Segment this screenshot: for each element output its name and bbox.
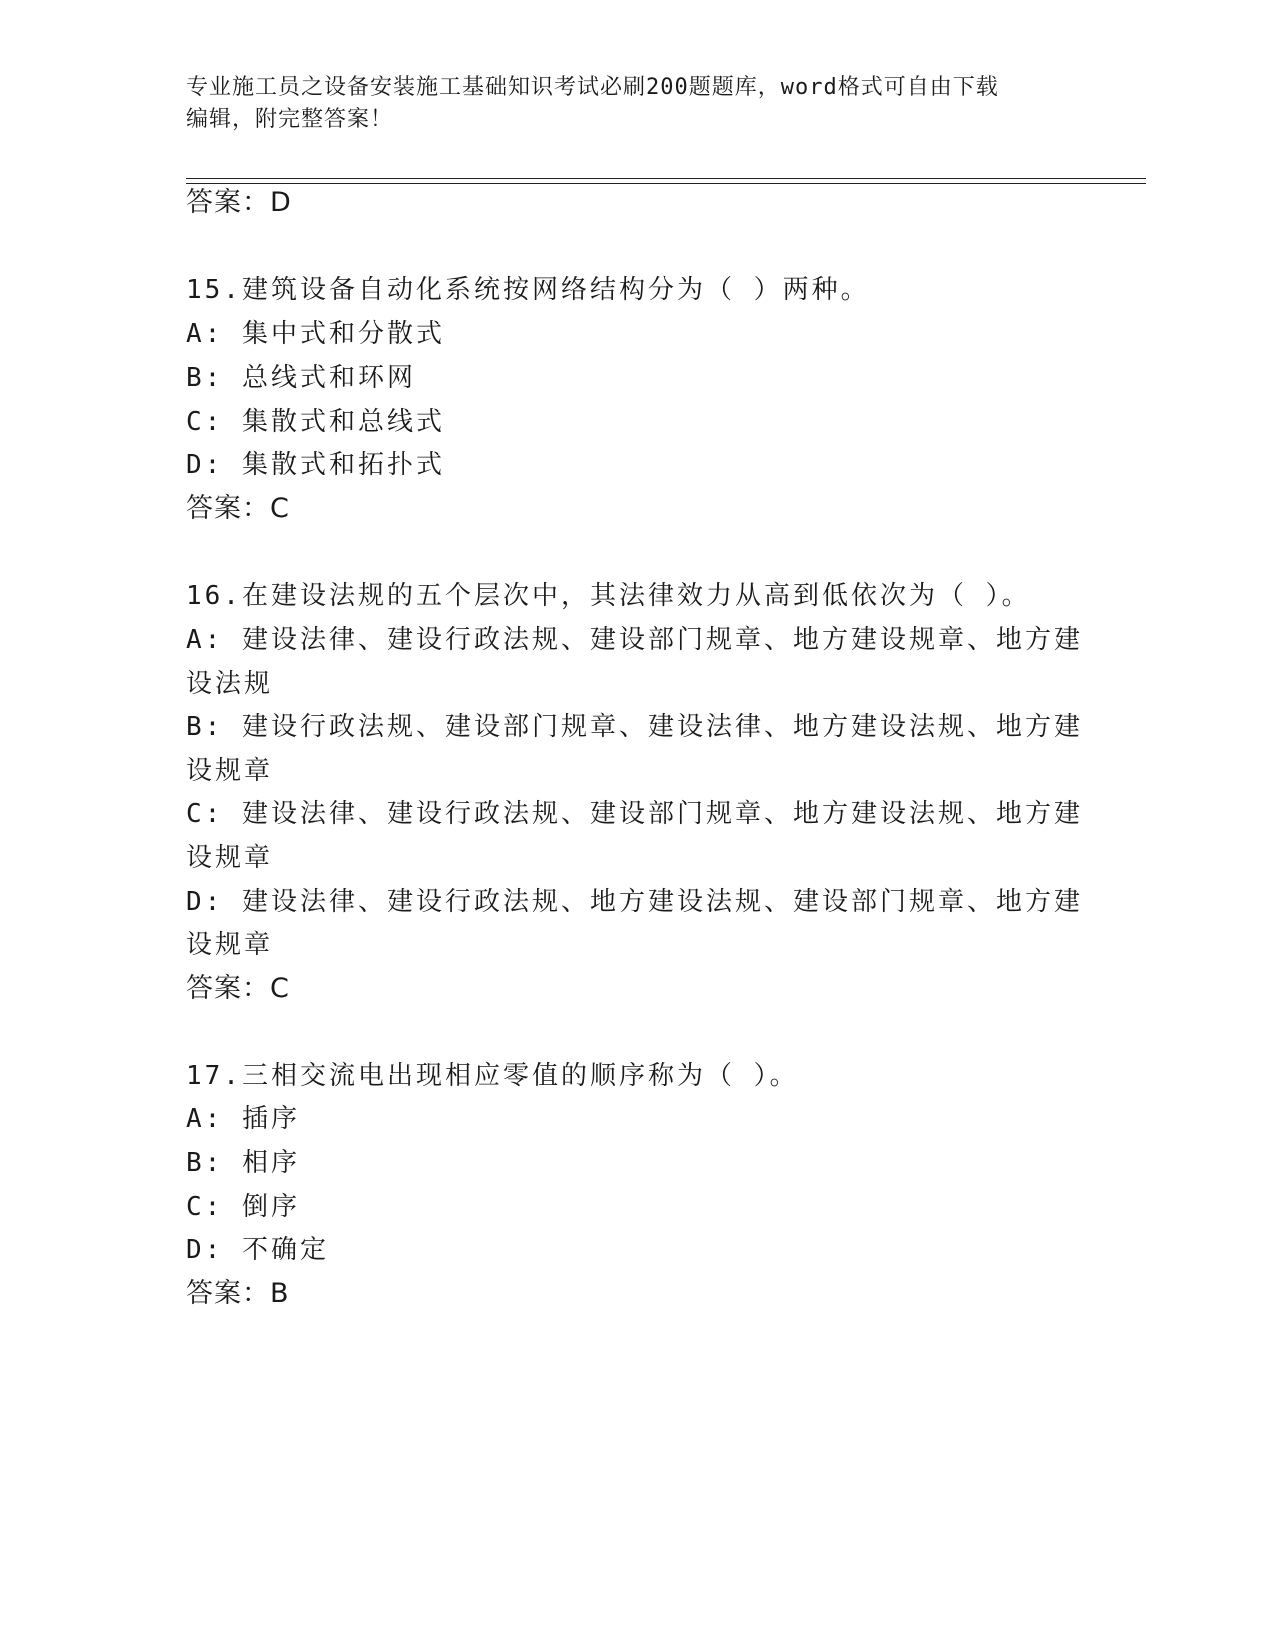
question-16-option-b: B: 建设行政法规、建设部门规章、建设法律、地方建设法规、地方建 [186, 712, 1083, 742]
document-header [186, 72, 1066, 136]
question-16-option-a: A: 建设法律、建设行政法规、建设部门规章、地方建设规章、地方建 [186, 625, 1083, 655]
question-17-option-c: C: 倒序 [186, 1192, 300, 1222]
question-15-answer: 答案：C [186, 493, 290, 524]
question-17-answer: 答案：B [186, 1278, 290, 1309]
question-16-option-b-cont: 设规章 [186, 756, 274, 786]
previous-answer: 答案：D [186, 187, 292, 218]
question-15-option-c: C: 集散式和总线式 [186, 407, 445, 437]
question-16-option-c: C: 建设法律、建设行政法规、建设部门规章、地方建设法规、地方建 [186, 799, 1083, 829]
header-line-1: 专业施工员之设备安装施工基础知识考试必刷200题题库，word格式可自由下载 [186, 75, 999, 100]
question-16-stem: 16.在建设法规的五个层次中，其法律效力从高到低依次为（ ）。 [186, 581, 1031, 611]
question-17-option-a: A: 插序 [186, 1104, 300, 1134]
question-16-option-d: D: 建设法律、建设行政法规、地方建设法规、建设部门规章、地方建 [186, 887, 1083, 917]
question-15-option-d: D: 集散式和拓扑式 [186, 450, 445, 480]
question-15-stem: 15.建筑设备自动化系统按网络结构分为（ ）两种。 [186, 275, 870, 305]
question-16-option-c-cont: 设规章 [186, 843, 274, 873]
question-16-answer: 答案：C [186, 973, 290, 1004]
question-17-option-d: D: 不确定 [186, 1235, 329, 1265]
header-divider-bottom [186, 183, 1146, 184]
question-16-option-a-cont: 设法规 [186, 669, 274, 699]
question-15-option-b: B: 总线式和环网 [186, 363, 416, 393]
header-divider-top [186, 178, 1146, 179]
question-15-option-a: A: 集中式和分散式 [186, 319, 445, 349]
question-17-option-b: B: 相序 [186, 1148, 300, 1178]
header-line-2: 编辑，附完整答案！ [186, 107, 394, 132]
question-16-option-d-cont: 设规章 [186, 930, 274, 960]
question-17-stem: 17.三相交流电出现相应零值的顺序称为（ ）。 [186, 1061, 799, 1091]
